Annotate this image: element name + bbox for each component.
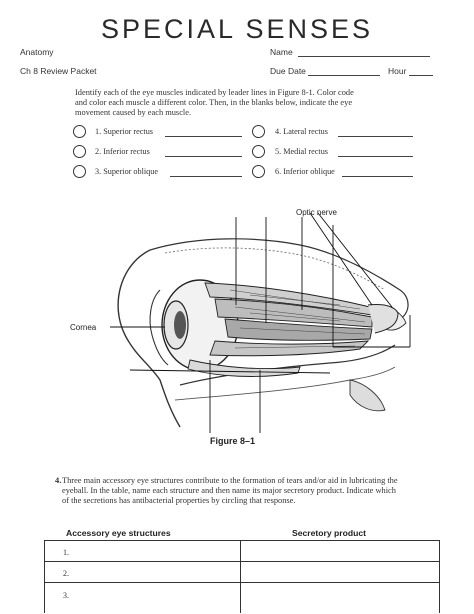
page-title: SPECIAL SENSES <box>100 14 374 44</box>
color-key-circle-6[interactable] <box>252 165 265 178</box>
muscle-blank-5[interactable] <box>338 148 413 157</box>
due-date-blank[interactable] <box>308 67 380 76</box>
color-key-circle-5[interactable] <box>252 145 265 158</box>
row-number: 1. <box>63 548 69 557</box>
question-4-text: Three main accessory eye structures contribute to the formation of tears and/or aid in lubricating the eyeball. In the table, name each structure and then name its major secretory product. Indicate which of the secretions has antibacterial properties by circling that response. <box>62 476 398 505</box>
accessory-structures-table <box>44 540 440 613</box>
muscle-blank-1[interactable] <box>165 128 242 137</box>
muscle-blank-2[interactable] <box>165 148 242 157</box>
muscle-label-1: 1. Superior rectus <box>95 127 153 136</box>
muscle-label-5: 5. Medial rectus <box>275 147 328 156</box>
muscle-blank-3[interactable] <box>170 168 242 177</box>
iris-shape <box>174 311 186 339</box>
muscle-label-3: 3. Superior oblique <box>95 167 158 176</box>
muscle-label-6: 6. Inferior oblique <box>275 167 335 176</box>
hour-blank[interactable] <box>409 67 433 76</box>
row-number: 2. <box>63 569 69 578</box>
table-header-product: Secretory product <box>292 528 367 538</box>
eye-muscle-diagram <box>0 195 474 445</box>
figure-caption: Figure 8–1 <box>210 436 256 446</box>
color-key-circle-3[interactable] <box>73 165 86 178</box>
cornea-label: Cornea <box>70 323 97 332</box>
sinus-shape <box>350 380 385 411</box>
instructions-text: Identify each of the eye muscles indicated by leader lines in Figure 8-1. Color code and color each muscle a different color. Then, in the blanks below, indicate the eye movement caused by each muscle. <box>75 88 354 117</box>
hour-label: Hour <box>388 66 407 76</box>
color-key-circle-4[interactable] <box>252 125 265 138</box>
table-row[interactable] <box>45 562 439 583</box>
table-row[interactable] <box>45 583 439 614</box>
packet-label: Ch 8 Review Packet <box>20 66 97 76</box>
table-header-structures: Accessory eye structures <box>66 528 171 538</box>
table-row[interactable] <box>45 541 439 562</box>
name-field-label: Name <box>270 47 293 57</box>
due-date-label: Due Date <box>270 66 306 76</box>
muscle-label-2: 2. Inferior rectus <box>95 147 150 156</box>
inferior-muscle <box>210 341 368 356</box>
row-number: 3. <box>63 591 69 600</box>
muscle-blank-6[interactable] <box>342 168 413 177</box>
color-key-circle-2[interactable] <box>73 145 86 158</box>
name-field-blank[interactable] <box>298 48 430 57</box>
muscle-label-4: 4. Lateral rectus <box>275 127 328 136</box>
optic-nerve-label: Optic nerve <box>296 208 337 217</box>
question-4-number: 4. <box>55 476 62 485</box>
color-key-circle-1[interactable] <box>73 125 86 138</box>
subject-label: Anatomy <box>20 47 54 57</box>
muscle-blank-4[interactable] <box>338 128 413 137</box>
